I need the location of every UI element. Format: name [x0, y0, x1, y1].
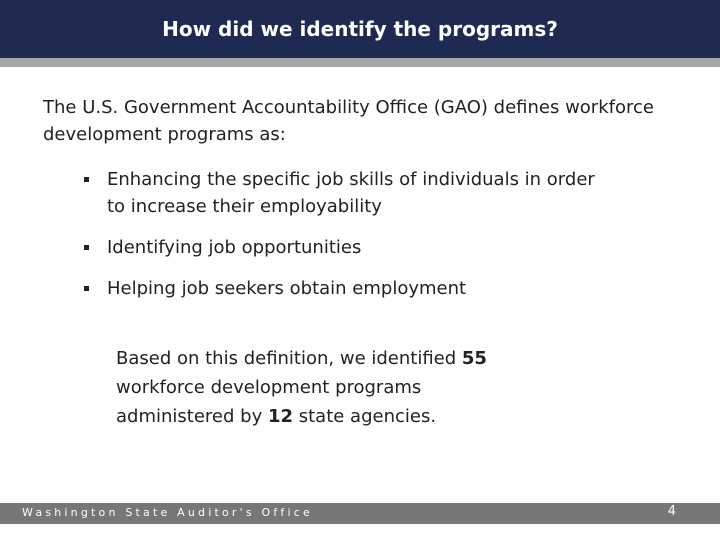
intro-paragraph: The U.S. Government Accountability Office (GAO) defines workforce development programs as:: [43, 97, 654, 145]
conclusion-text: Based on this definition, we identified: [116, 348, 462, 369]
conclusion-text: state agencies.: [293, 406, 437, 427]
program-count: 55: [461, 348, 487, 369]
slide-header: [0, 0, 720, 58]
bullet-text: Identifying job opportunities: [107, 237, 362, 258]
bullet-item: [80, 275, 600, 302]
bullet-item: [80, 166, 600, 220]
conclusion-paragraph: [116, 344, 536, 431]
page-number: 4: [667, 504, 676, 519]
bullet-item: [80, 234, 600, 261]
definition-bullet-list: [80, 166, 600, 302]
bullet-text: Helping job seekers obtain employment: [107, 278, 467, 299]
agency-count: 12: [267, 406, 293, 427]
slide-footer: [0, 503, 720, 524]
bullet-text: Enhancing the specific job skills of individuals in order to increase their employability: [107, 169, 595, 217]
square-bullet-icon: [84, 177, 89, 182]
slide-title: How did we identify the programs?: [162, 17, 558, 41]
footer-organization: Washington State Auditor's Office: [22, 506, 313, 519]
header-divider: [0, 58, 720, 67]
square-bullet-icon: [84, 286, 89, 291]
square-bullet-icon: [84, 245, 89, 250]
conclusion-text: workforce development programs administered by: [116, 377, 422, 427]
